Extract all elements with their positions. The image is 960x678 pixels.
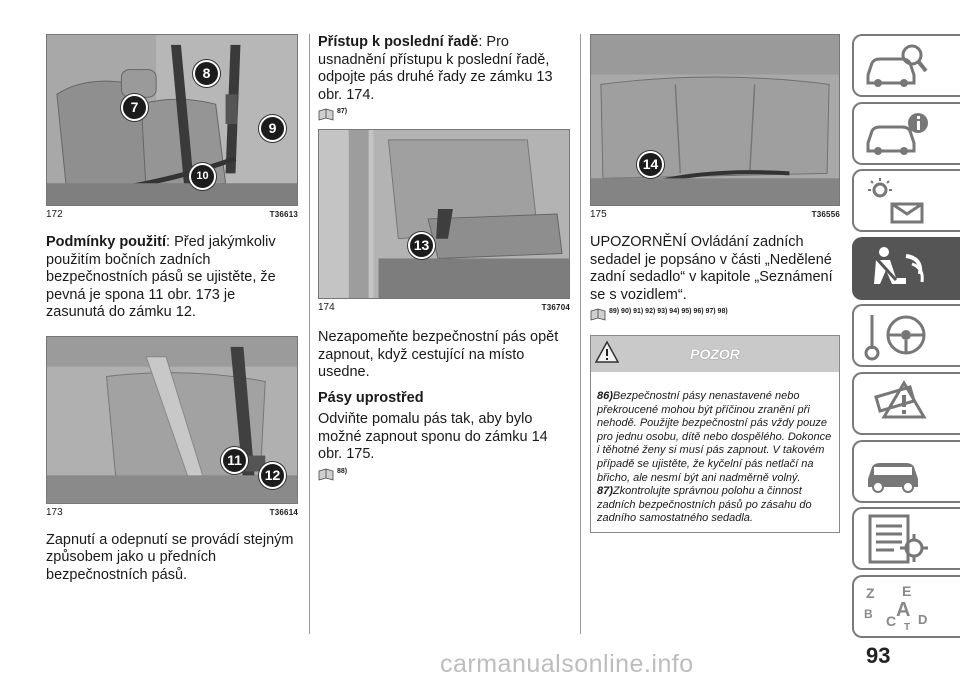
reference-number: 88) bbox=[337, 467, 348, 475]
figure-caption bbox=[46, 504, 298, 518]
callout-8: 8 bbox=[193, 60, 220, 87]
reference-number: 87) bbox=[337, 108, 348, 115]
section-heading: Pásy uprostřed bbox=[318, 389, 424, 406]
tab-dashboard-lights[interactable] bbox=[852, 169, 960, 232]
callout-13: 13 bbox=[408, 232, 435, 259]
svg-text:B: B bbox=[864, 606, 873, 621]
svg-text:C: C bbox=[886, 612, 897, 629]
paragraph-text: : Pro usnadnění přístupu k poslední řadě, odpojte pás druhé řady ze zámku 13 obr. 174. bbox=[318, 34, 553, 103]
figure-code: T36704 bbox=[541, 303, 570, 312]
tab-car-service[interactable] bbox=[852, 440, 960, 503]
warning-header bbox=[591, 336, 839, 372]
dashboard-lights-icon bbox=[862, 176, 932, 226]
figure-caption bbox=[590, 206, 840, 220]
figure-code: T36556 bbox=[811, 210, 840, 219]
figure-number: 175 bbox=[590, 209, 607, 220]
manual-book-icon bbox=[318, 468, 334, 481]
figure-code: T36614 bbox=[269, 507, 298, 517]
tab-alphabet-index[interactable] bbox=[852, 575, 960, 638]
tab-specifications[interactable] bbox=[852, 507, 960, 570]
callout-9: 9 bbox=[259, 115, 286, 142]
figure-175-image bbox=[590, 34, 840, 206]
tab-seat-safety[interactable] bbox=[852, 237, 960, 300]
figure-number: 172 bbox=[46, 209, 63, 220]
tab-key-steering[interactable] bbox=[852, 304, 960, 367]
key-steering-icon bbox=[862, 311, 932, 361]
warning-item-text: Bezpečnostní pásy nenastavené nebo překroucené mohou být příčinou zranění při nehodě. Použijte bezpečnostní pás vždy pouze pro jednu osobu, dítě nebo dospělého. Dokonce i těhotné ženy si musí pás zapnout. V takovém případě se ujistěte, že kyčelní pás netlačí na břicho, ale nesmí být ani nadměrně volný. bbox=[597, 390, 832, 484]
figure-172-image bbox=[46, 34, 298, 206]
warning-box bbox=[590, 335, 840, 533]
rear-seat-illustration bbox=[47, 35, 297, 205]
figure-173-image bbox=[46, 336, 298, 504]
paragraph-notice: UPOZORNĚNÍ Ovládání zadních sedadel je popsáno v části „Nedělené zadní sedadlo“ v kapitole „Seznámení se s vozidlem“. bbox=[590, 234, 833, 303]
car-info-icon bbox=[862, 109, 932, 159]
paragraph-fastening: Zapnutí a odepnutí se provádí stejným způsobem jako u předních bezpečnostních pásů. bbox=[46, 531, 294, 583]
chapter-tabs bbox=[852, 34, 960, 642]
svg-text:E: E bbox=[902, 582, 912, 599]
warning-reference bbox=[318, 108, 570, 121]
paragraph-middle-belts: Odviňte pomalu pás tak, aby bylo možné zapnout sponu do zámku 14 obr. 175. bbox=[318, 411, 548, 462]
figure-174-image bbox=[318, 129, 570, 299]
manual-book-icon bbox=[590, 308, 606, 321]
figure-number: 173 bbox=[46, 506, 63, 518]
figure-code: T36613 bbox=[269, 210, 298, 219]
svg-text:D: D bbox=[918, 611, 928, 627]
svg-text:A: A bbox=[896, 598, 911, 621]
page-number: 93 bbox=[866, 643, 891, 668]
reference-numbers: 89) 90) 91) 92) 93) 94) 95) 96) 97) 98) bbox=[609, 308, 728, 315]
column-1 bbox=[46, 34, 298, 584]
column-2 bbox=[318, 34, 570, 481]
callout-12: 12 bbox=[259, 462, 286, 489]
paragraph-reminder: Nezapomeňte bezpečnostní pás opět zapnout, když cestující na místo usedne. bbox=[318, 329, 559, 380]
warning-item bbox=[597, 485, 833, 526]
warning-title: POZOR bbox=[690, 346, 740, 362]
watermark: carmanualsonline.info bbox=[440, 650, 694, 678]
warning-item-text: Zkontrolujte správnou polohu a činnost zadních bezpečnostních pásů po zásahu do zadního samostatného sedadla. bbox=[597, 485, 812, 525]
warning-item-number: 86) bbox=[597, 390, 613, 402]
figure-caption bbox=[318, 299, 570, 313]
warning-reference-list bbox=[590, 308, 840, 321]
callout-11: 11 bbox=[221, 447, 248, 474]
svg-text:Z: Z bbox=[866, 584, 875, 601]
paragraph-last-row-access bbox=[318, 34, 570, 104]
figure-number: 174 bbox=[318, 302, 335, 313]
paragraph-conditions bbox=[46, 234, 298, 322]
specifications-list-icon bbox=[862, 514, 932, 564]
figure-caption bbox=[46, 206, 298, 220]
callout-7: 7 bbox=[121, 94, 148, 121]
middle-seat-belt-illustration bbox=[591, 35, 839, 205]
car-search-icon bbox=[862, 41, 932, 91]
warning-triangle-icon bbox=[595, 340, 619, 364]
column-divider bbox=[309, 34, 310, 634]
callout-14: 14 bbox=[637, 151, 664, 178]
column-3 bbox=[590, 34, 840, 533]
alphabet-index-icon bbox=[862, 582, 932, 632]
warning-body bbox=[591, 372, 839, 532]
seat-buckle-illustration bbox=[319, 130, 569, 298]
car-service-icon bbox=[862, 447, 932, 497]
paragraph-text: : Před jakýmkoliv použitím bočních zadních bezpečnostních pásů se ujistěte, že pevná je spona 11 obr. 173 je zasunutá do zámku 12. bbox=[46, 234, 276, 320]
column-divider bbox=[580, 34, 581, 634]
tab-car-warning[interactable] bbox=[852, 372, 960, 435]
warning-item-number: 87) bbox=[597, 485, 613, 498]
callout-10: 10 bbox=[189, 163, 216, 190]
warning-item bbox=[597, 390, 833, 485]
tab-car-search[interactable] bbox=[852, 34, 960, 97]
paragraph-bold-lead: Podmínky použití bbox=[46, 234, 167, 250]
manual-book-icon bbox=[318, 108, 334, 121]
car-warning-icon bbox=[862, 379, 932, 429]
paragraph-bold-lead: Přístup k poslední řadě bbox=[318, 34, 479, 50]
warning-reference bbox=[318, 468, 570, 481]
tab-car-info[interactable] bbox=[852, 102, 960, 165]
seat-safety-icon bbox=[862, 244, 932, 294]
svg-text:T: T bbox=[904, 621, 911, 632]
